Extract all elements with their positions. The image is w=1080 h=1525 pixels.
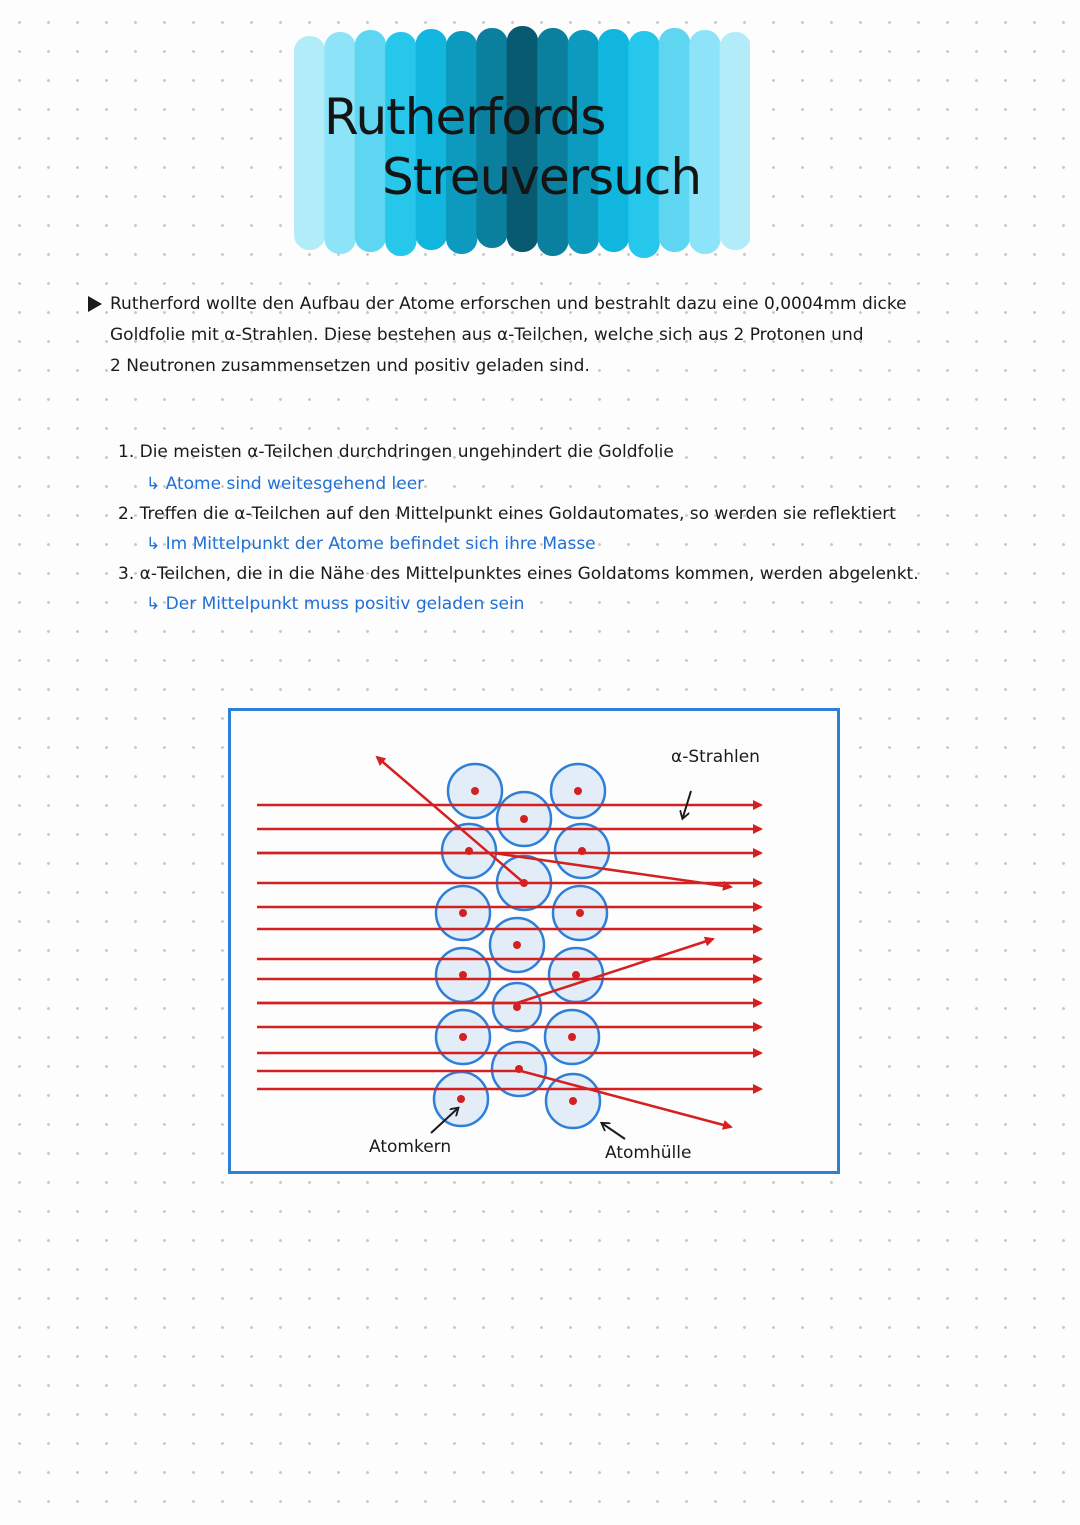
title-stripe: [628, 31, 659, 258]
intro-line-1: Rutherford wollte den Aufbau der Atome erforschen und bestrahlt dazu eine 0,0004mm dicke: [110, 294, 907, 314]
label-alpha-rays: α-Strahlen: [671, 747, 760, 767]
title-line-1: Rutherfords: [324, 88, 606, 146]
finding-3-observation: 3. α-Teilchen, die in die Nähe des Mittelpunktes eines Goldatoms kommen, werden abgelenkt.: [118, 564, 919, 584]
label-shell: Atomhülle: [605, 1143, 692, 1163]
atom-nucleus: [471, 787, 479, 795]
title-stripe: [659, 28, 690, 252]
title-banner: [294, 26, 750, 260]
atom-nucleus: [568, 1033, 576, 1041]
finding-1-conclusion: ↳ Atome sind weitesgehend leer: [146, 474, 425, 494]
atom-nucleus: [459, 909, 467, 917]
atom-nucleus: [576, 909, 584, 917]
bullet-triangle-icon: [88, 296, 102, 312]
label-nucleus: Atomkern: [369, 1137, 452, 1157]
atom-nucleus: [513, 941, 521, 949]
finding-2-conclusion: ↳ Im Mittelpunkt der Atome befindet sich ihre Masse: [146, 534, 596, 554]
title-stripe: [720, 32, 750, 250]
intro-line-2: Goldfolie mit α-Strahlen. Diese bestehen aus α-Teilchen, welche sich aus 2 Protonen und: [110, 325, 864, 345]
atom-nucleus: [574, 787, 582, 795]
title-stripe: [294, 36, 325, 250]
intro-line-3: 2 Neutronen zusammensetzen und positiv geladen sind.: [110, 356, 590, 376]
finding-2-observation: 2. Treffen die α-Teilchen auf den Mittelpunkt eines Goldautomates, so werden sie reflektiert: [118, 504, 896, 524]
atom-nucleus: [520, 815, 528, 823]
title-stripe: [689, 30, 720, 254]
atom-nucleus: [459, 1033, 467, 1041]
finding-3-conclusion: ↳ Der Mittelpunkt muss positiv geladen sein: [146, 594, 525, 614]
shell-pointer-arrow: [603, 1124, 625, 1139]
diagram-drawing: [231, 711, 837, 1171]
atom-nucleus: [457, 1095, 465, 1103]
finding-1-observation: 1. Die meisten α-Teilchen durchdringen ungehindert die Goldfolie: [118, 442, 674, 462]
scattering-diagram: [228, 708, 840, 1174]
title-line-2: Streuversuch: [382, 148, 702, 206]
atom-nucleus: [569, 1097, 577, 1105]
